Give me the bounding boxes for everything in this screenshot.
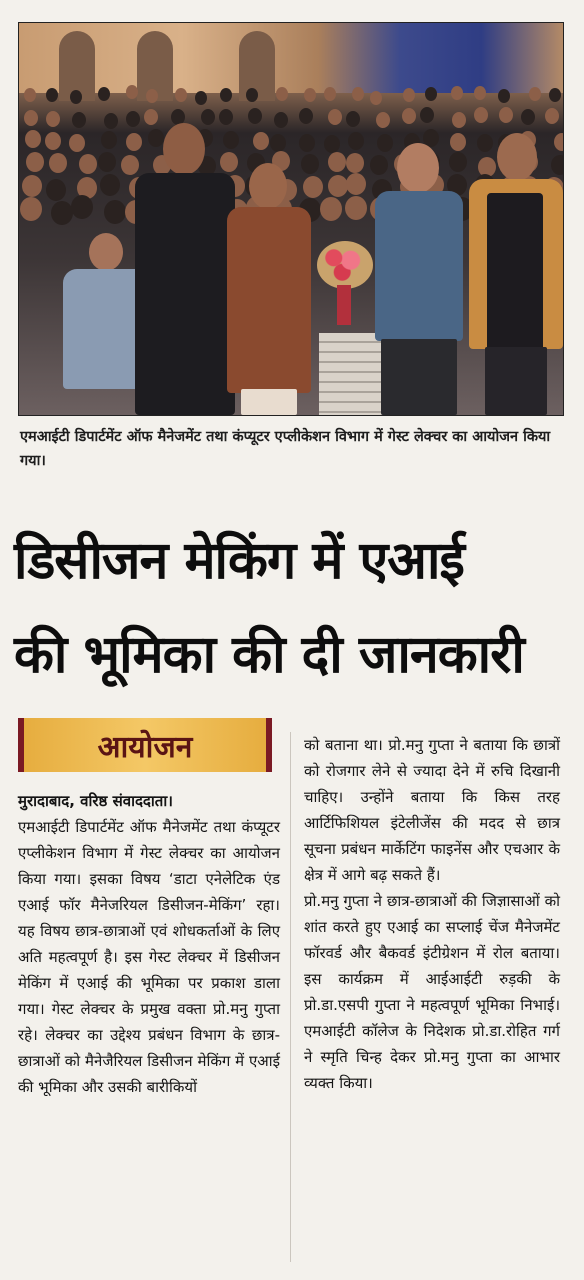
audience-head	[346, 173, 366, 195]
audience-head	[126, 85, 138, 99]
audience-head	[100, 174, 120, 196]
audience-head	[549, 88, 561, 102]
audience-head	[46, 179, 66, 201]
article-paragraph: को बताना था। प्रो.मनु गुप्ता ने बताया कि छात्रों को रोजगार लेने से ज्यादा देने में रुचि दिखानी चाहिए। उन्होंने बताया कि किस तरह आर्टिफिशियल इंटेलीजेंस की मदद से छात्र सूचना प्रबंधन मार्केटिंग फाइनेंस और एचआर के क्षेत्र में आगे बढ़ सकते हैं।	[304, 736, 560, 884]
audience-head	[220, 88, 232, 102]
audience-head	[376, 112, 390, 128]
audience-head	[299, 134, 315, 152]
audience-head	[274, 112, 288, 128]
audience-head	[20, 197, 42, 221]
audience-head	[474, 86, 486, 100]
man-brown-kurta	[219, 163, 319, 415]
bouquet-wrap	[337, 285, 351, 325]
audience-head	[25, 130, 41, 148]
hall-wall	[19, 23, 563, 93]
article-paragraph: प्रो.मनु गुप्ता ने छात्र-छात्राओं की जिज्ञासाओं को शांत करते हुए एआई का सप्लाई चेंज मैनेजमेंट फॉरवर्ड और बैकवर्ड इंटीग्रेशन में रोल बताया। इस कार्यक्रम में आईआईटी रुड़की के प्रो.डा.एसपी गुप्ता ने महत्वपूर्ण भूमिका निभाई। एमआईटी कॉलेज के निदेशक प्रो.डा.रोहित गर्ग ने स्मृति चिन्ह देकर प्रो.मनु गुप्ता का आभार व्यक्त किया।	[304, 892, 560, 1092]
audience-head	[328, 152, 346, 172]
audience-head	[346, 111, 360, 127]
audience-head	[352, 87, 364, 101]
audience-head	[304, 88, 316, 102]
event-photo	[18, 22, 564, 416]
audience-head	[70, 90, 82, 104]
audience-head	[521, 109, 535, 125]
flower-bouquet	[317, 241, 373, 289]
audience-head	[451, 86, 463, 100]
audience-head	[104, 200, 126, 224]
audience-head	[101, 131, 117, 149]
audience-head	[22, 175, 42, 197]
audience-head	[328, 175, 348, 197]
audience-head	[403, 88, 415, 102]
audience-head	[270, 134, 286, 152]
audience-head	[49, 153, 67, 173]
audience-head	[46, 88, 58, 102]
article-paragraph: एमआईटी डिपार्टमेंट ऑफ मैनेजमेंट तथा कंप्यूटर एप्लीकेशन विभाग में गेस्ट लेक्चर का आयोजन किया गया। इसका विषय ‘डाटा एनेलेटिक एंड एआई फॉर मैनेजरियल डिसीजन-मेकिंग’ रहा। यह विषय छात्र-छात्राओं एवं शोधकर्ताओं के लिए अति महत्वपूर्ण है। इस गेस्ट लेक्चर में डिसीजन मेकिंग में एआई की भूमिका पर प्रकाश डाला गया। गेस्ट लेक्चर के प्रमुख वक्ता प्रो.मनु गुप्ता रहे। लेक्चर का उद्देश्य प्रबंधन विभाग के छात्र-छात्राओं को मैनेजैरियल डिसीजन मेकिंग में एआई की भूमिका और उसकी बारीकियों	[18, 818, 280, 1096]
audience-head	[46, 111, 60, 127]
article-column-left	[18, 788, 280, 1100]
audience-head	[529, 87, 541, 101]
audience-head	[420, 107, 434, 123]
audience-head	[498, 89, 510, 103]
audience-head	[452, 112, 466, 128]
audience-head	[299, 108, 313, 124]
photo-caption: एमआईटी डिपार्टमेंट ऑफ मैनेजमेंट तथा कंप्यूटर एप्लीकेशन विभाग में गेस्ट लेक्चर का आयोजन किया गया।	[20, 429, 551, 469]
audience-head	[246, 88, 258, 102]
article-column-right	[304, 732, 560, 1096]
audience-head	[328, 109, 342, 125]
audience-head	[474, 107, 488, 123]
audience-head	[45, 132, 61, 150]
audience-head	[320, 197, 342, 221]
audience-head	[348, 132, 364, 150]
audience-head	[425, 87, 437, 101]
audience-head	[346, 153, 364, 173]
audience-head	[98, 87, 110, 101]
audience-head	[248, 108, 262, 124]
dateline: मुरादाबाद, वरिष्ठ संवाददाता।	[18, 792, 173, 810]
audience-head	[195, 91, 207, 105]
audience-head	[51, 201, 73, 225]
audience-head	[402, 108, 416, 124]
audience-head	[253, 132, 269, 150]
audience-head	[324, 87, 336, 101]
audience-head	[24, 110, 38, 126]
headline-line-2: की भूमिका की दी जानकारी	[14, 625, 524, 685]
audience-head	[175, 88, 187, 102]
audience-head	[69, 134, 85, 152]
audience-head	[104, 113, 118, 129]
audience-head	[71, 195, 93, 219]
audience-head	[276, 87, 288, 101]
section-tag-label: आयोजन	[97, 729, 193, 765]
audience-head	[26, 152, 44, 172]
audience-head	[324, 135, 340, 153]
man-tan-blazer	[469, 133, 563, 415]
audience-head	[72, 112, 86, 128]
section-tag	[18, 718, 272, 772]
headline-line-1: डिसीजन मेकिंग में एआई	[14, 531, 464, 591]
audience-head	[24, 88, 36, 102]
audience-head	[79, 154, 97, 174]
audience-head	[499, 107, 513, 123]
audience-head	[370, 91, 382, 105]
man-blue-vest	[369, 143, 469, 415]
audience-head	[545, 108, 559, 124]
audience-head	[345, 196, 367, 220]
column-divider	[290, 732, 291, 1262]
audience-head	[98, 152, 116, 172]
